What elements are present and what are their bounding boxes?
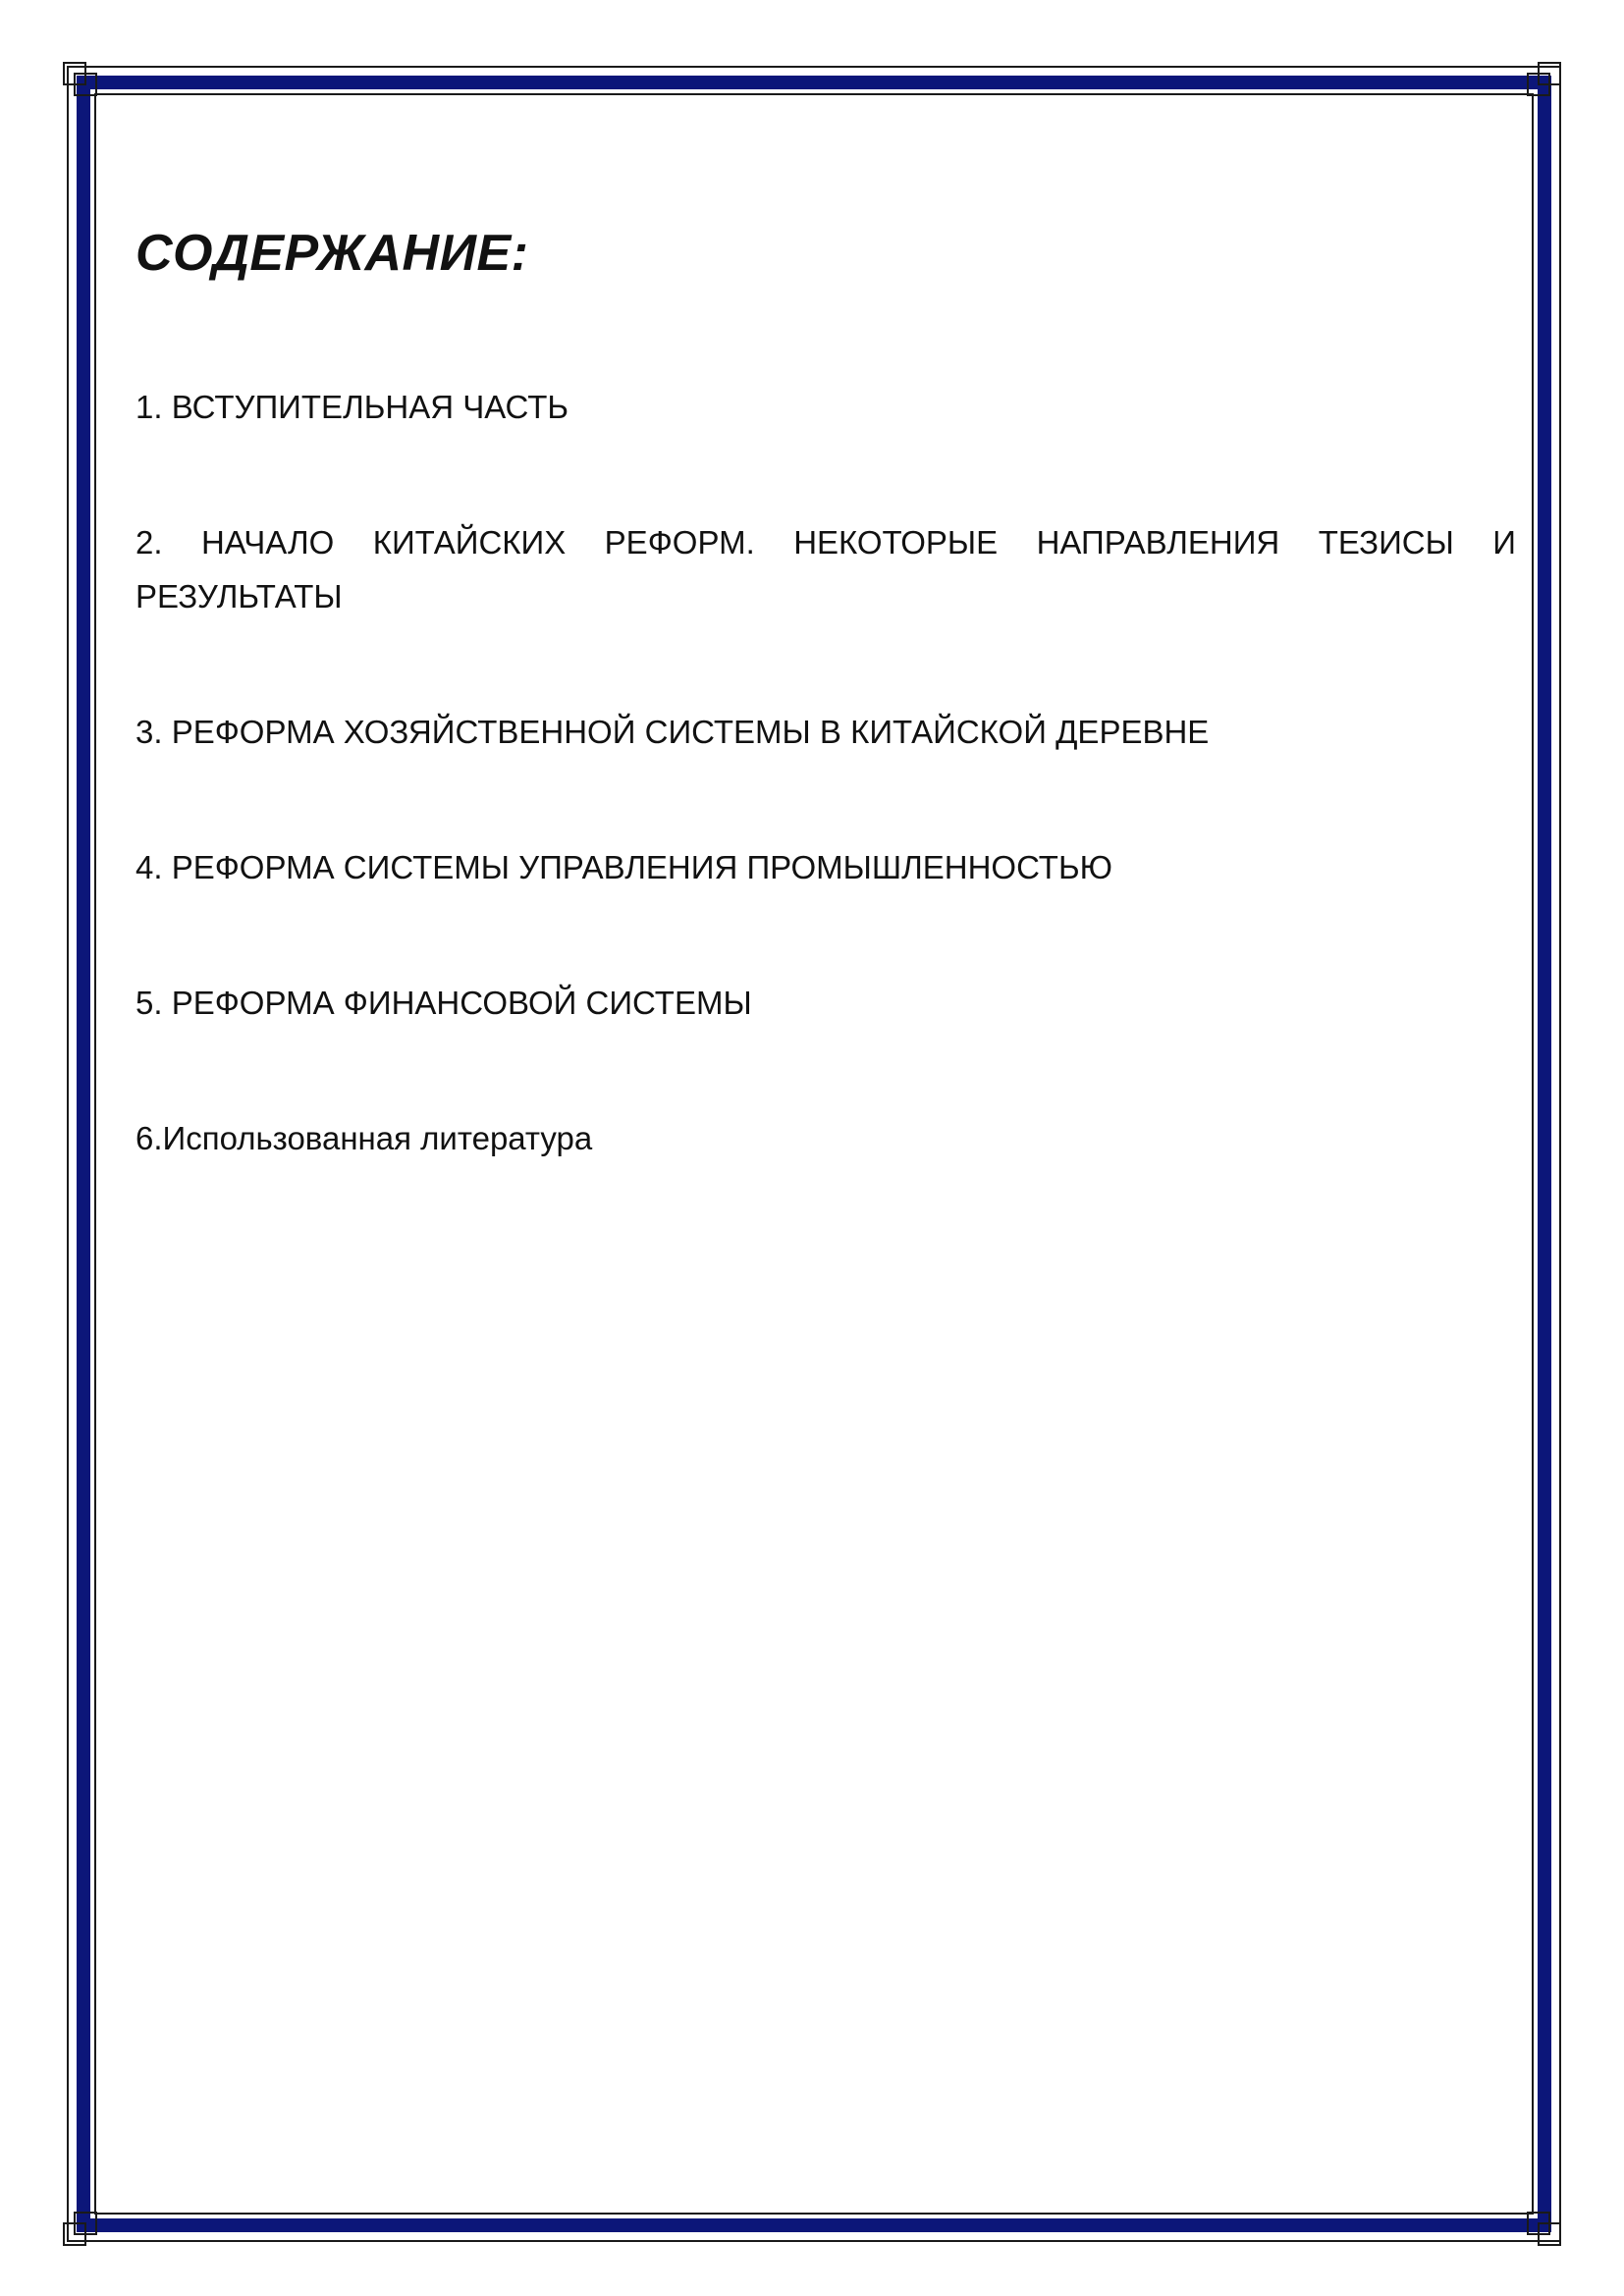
toc-item-1: 1. ВСТУПИТЕЛЬНАЯ ЧАСТЬ [135, 389, 569, 426]
toc-item-5: 5. РЕФОРМА ФИНАНСОВОЙ СИСТЕМЫ [135, 985, 752, 1022]
toc-section [135, 226, 1516, 1247]
corner-ornament-icon [63, 62, 98, 97]
toc-item-4: 4. РЕФОРМА СИСТЕМЫ УПРАВЛЕНИЯ ПРОМЫШЛЕННОСТЬЮ [135, 849, 1112, 886]
toc-heading: СОДЕРЖАНИЕ: [135, 225, 529, 282]
corner-ornament-icon [63, 2211, 98, 2246]
toc-list [135, 380, 1516, 1165]
toc-item-3: 3. РЕФОРМА ХОЗЯЙСТВЕННОЙ СИСТЕМЫ В КИТАЙСКОЙ ДЕРЕВНЕ [135, 714, 1210, 751]
corner-ornament-icon [1526, 62, 1561, 97]
toc-item-6: 6.Использованная литература [135, 1120, 593, 1157]
corner-ornament-icon [1526, 2211, 1561, 2246]
toc-item-2: 2. НАЧАЛО КИТАЙСКИХ РЕФОРМ. НЕКОТОРЫЕ НАПРАВЛЕНИЯ ТЕЗИСЫ И РЕЗУЛЬТАТЫ [135, 524, 1516, 615]
